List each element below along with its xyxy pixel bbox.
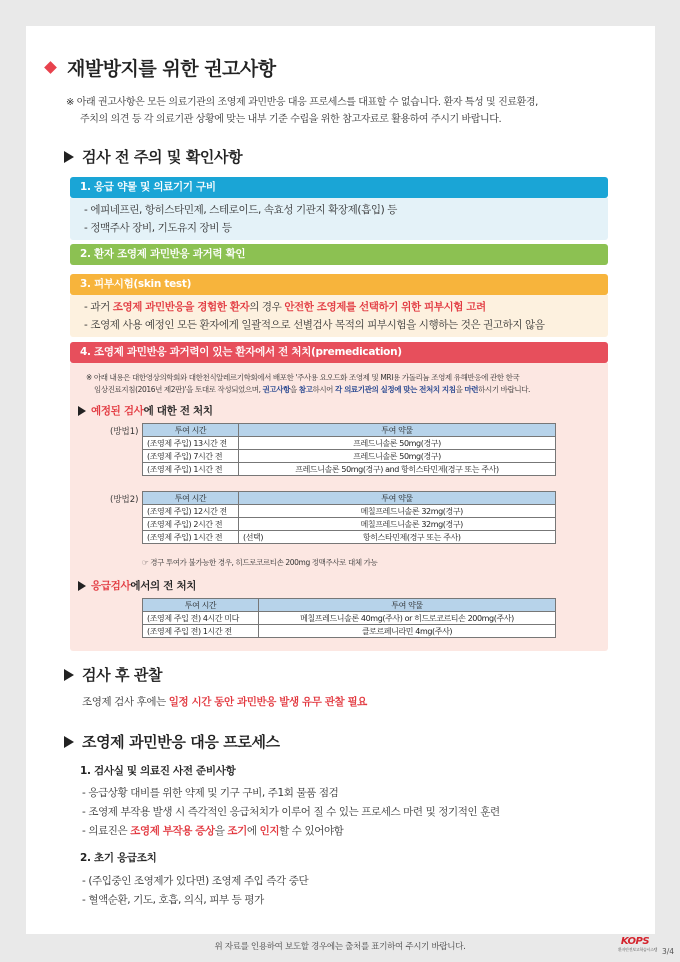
- table-header: 투여 시간: [143, 599, 259, 612]
- table-row: [143, 518, 556, 531]
- premed-note-a: ※ 아래 내용은 대한영상의학회와 대한천식알레르기학회에서 배포한 '주사용 요오드화 조영제 및 MRI용 가돌리늄 조영제 유해반응에 관한 한국: [86, 373, 520, 382]
- premed-note-e: 참고: [298, 385, 313, 394]
- skin-test-item-1-b: 조영제 과민반응을 경험한 환자: [112, 301, 250, 313]
- table-cell: (선택): [239, 531, 269, 544]
- footer-citation: 위 자료를 인용하여 보도할 경우에는 출처를 표기하여 주시기 바랍니다.: [214, 942, 466, 952]
- table-cell: 항히스타민제(경구 또는 주사): [269, 531, 556, 544]
- kops-logo: [618, 936, 658, 953]
- table-cell: 프레드니솔론 50mg(경구): [239, 450, 556, 463]
- intro-note: [66, 94, 641, 128]
- post-exam-text-a: 조영제 검사 후에는: [82, 696, 169, 708]
- intro-note-line1: ※ 아래 권고사항은 모든 의료기관의 조영제 과민반응 대응 프로세스를 대표할 수 없습니다. 환자 특성 및 진료환경,: [66, 97, 538, 108]
- post-exam-text-b: 일정 시간 동안 과민반응 발생 유무 관찰 필요: [168, 696, 367, 708]
- skin-test-item-1-d: 안전한 조영제를 선택하기 위한 피부시험 고려: [284, 301, 486, 313]
- table-header: 투여 약물: [239, 492, 556, 505]
- post-exam-text: [82, 694, 367, 709]
- table-cell: (조영제 주입) 12시간 전: [143, 505, 239, 518]
- page-title: 재발방지를 위한 권고사항: [67, 58, 276, 80]
- band-emergency-supplies: 1. 응급 약물 및 의료기기 구비: [70, 177, 608, 198]
- process-sub1-title: 1. 검사실 및 의료진 사전 준비사항: [80, 765, 236, 777]
- emergency-exam-red: 응급검사: [91, 580, 131, 592]
- premed-note-d: 을: [289, 385, 299, 394]
- table-cell: (조영제 주입) 13시간 전: [143, 437, 239, 450]
- process-sub2-item2: - 혈액순환, 기도, 호흡, 의식, 피부 등 평가: [82, 894, 264, 906]
- table-row: [143, 505, 556, 518]
- table-header-row: [143, 492, 556, 505]
- table-cell: [239, 518, 269, 531]
- process-sub1-item3: [82, 823, 343, 838]
- premed-note-i: 마련: [464, 385, 479, 394]
- skin-test-item-1: [84, 299, 486, 314]
- scheduled-exam-red: 예정된 검사: [91, 405, 144, 417]
- process-item3-g: 할 수 있어야함: [279, 825, 344, 837]
- method2-table: [142, 491, 556, 544]
- table-cell: 프레드니솔론 50mg(경구) and 항히스타민제(경구 또는 주사): [239, 463, 556, 476]
- premed-note-g: 각 의료기관의 실정에 맞는 전처치 지침: [335, 385, 456, 394]
- small-triangle-icon: [78, 406, 86, 416]
- page-number: 3/4: [662, 947, 675, 956]
- skin-test-item-1-c: 의 경우: [249, 301, 285, 313]
- premed-note-j: 하시기 바랍니다.: [478, 385, 531, 394]
- table-header-row: [143, 599, 556, 612]
- diamond-bullet-icon: [44, 61, 57, 74]
- band-skin-test: 3. 피부시험(skin test): [70, 274, 608, 295]
- process-sub1-item2: - 조영제 부작용 발생 시 즉각적인 응급처치가 이루어 질 수 있는 프로세스 마련 및 정기적인 훈련: [82, 806, 500, 818]
- table-cell: 프레드니솔론 50mg(경구): [239, 437, 556, 450]
- emergency-exam-rest: 에서의 전 처치: [130, 580, 197, 592]
- skin-test-item-2: - 조영제 사용 예정인 모든 환자에게 일괄적으로 선별검사 목적의 피부시험을 시행하는 것은 권고하지 않음: [84, 319, 545, 331]
- table-cell: (조영제 주입) 1시간 전: [143, 531, 239, 544]
- process-item3-e: 에: [246, 825, 260, 837]
- table-cell: (조영제 주입) 7시간 전: [143, 450, 239, 463]
- process-item3-f: 인지: [259, 825, 280, 837]
- table-row: [143, 612, 556, 625]
- method2-label: (방법2): [110, 495, 139, 505]
- process-sub2-item1: - (주입중인 조영제가 있다면) 조영제 주입 즉각 중단: [82, 875, 309, 887]
- table-cell: [239, 505, 269, 518]
- triangle-bullet-icon: [64, 669, 74, 681]
- section-pre-exam-heading: [64, 146, 242, 167]
- small-triangle-icon: [78, 581, 86, 591]
- premed-note-f: 하시어: [312, 385, 336, 394]
- table-header: 투여 약물: [239, 424, 556, 437]
- process-item3-b: 조영제 부작용 증상: [130, 825, 215, 837]
- triangle-bullet-icon: [64, 151, 74, 163]
- table-row: [143, 531, 556, 544]
- table-cell: 메칠프레드니솔론 40mg(주사) or 히드로코르티손 200mg(주사): [259, 612, 556, 625]
- table-cell: 메칠프레드니솔론 32mg(경구): [269, 505, 556, 518]
- table-header: 투여 시간: [143, 424, 239, 437]
- table-cell: 클로르페니라민 4mg(주사): [259, 625, 556, 638]
- premed-note-h: 을: [455, 385, 465, 394]
- table-cell: 메칠프레드니솔론 32mg(경구): [269, 518, 556, 531]
- process-sub1-item1: - 응급상황 대비를 위한 약제 및 기구 구비, 주1회 물품 점검: [82, 787, 339, 799]
- table-row: [143, 437, 556, 450]
- supplies-item-2: - 정맥주사 장비, 기도유지 장비 등: [84, 222, 232, 234]
- section-post-exam-heading: [64, 664, 162, 685]
- premedication-note: [86, 372, 606, 396]
- method2-note: ☞ 경구 투여가 불가능한 경우, 히드로코르티손 200mg 정맥주사로 대체 가능: [142, 558, 378, 567]
- kops-logo-mark: KOPS: [620, 936, 650, 947]
- method1-table: [142, 423, 556, 476]
- skin-test-item-1-a: - 과거: [84, 301, 113, 313]
- premed-note-c: 권고사항: [262, 385, 290, 394]
- title-row: [46, 54, 276, 81]
- intro-note-line2: 주치의 의견 등 각 의료기관 상황에 맞는 내부 기준 수립을 위한 참고자료로 활용하여 주시기 바랍니다.: [80, 114, 502, 125]
- process-item3-c: 을: [214, 825, 228, 837]
- method3-table: [142, 598, 556, 638]
- method1-label: (방법1): [110, 427, 139, 437]
- emergency-exam-heading: [78, 578, 196, 593]
- section-pre-exam-title: 검사 전 주의 및 확인사항: [82, 148, 243, 166]
- scheduled-exam-heading: [78, 403, 213, 418]
- table-header-row: [143, 424, 556, 437]
- triangle-bullet-icon: [64, 736, 74, 748]
- table-cell: (조영제 주입 전) 4시간 미다: [143, 612, 259, 625]
- kops-logo-subtitle: 환자안전보고학습시스템: [618, 947, 658, 952]
- table-row: [143, 450, 556, 463]
- table-cell: (조영제 주입) 1시간 전: [143, 463, 239, 476]
- section-process-heading: [64, 731, 280, 752]
- table-header: 투여 시간: [143, 492, 239, 505]
- process-sub2-title: 2. 초기 응급조치: [80, 852, 157, 864]
- section-post-exam-title: 검사 후 관찰: [82, 666, 163, 684]
- table-row: [143, 463, 556, 476]
- supplies-item-1: - 에피네프린, 항히스타민제, 스테로이드, 속효성 기관지 확장제(흡입) 등: [84, 204, 397, 216]
- process-item3-a: - 의료진은: [82, 825, 131, 837]
- premed-note-b: 임상진료지침(2016년 제2판)'을 토대로 작성되었으며,: [94, 385, 263, 394]
- section-process-title: 조영제 과민반응 대응 프로세스: [82, 733, 280, 751]
- band-history-check: 2. 환자 조영제 과민반응 과거력 확인: [70, 244, 608, 265]
- table-row: [143, 625, 556, 638]
- table-cell: (조영제 주입) 2시간 전: [143, 518, 239, 531]
- process-item3-d: 조기: [227, 825, 247, 837]
- table-header: 투여 약물: [259, 599, 556, 612]
- table-cell: (조영제 주입 전) 1시간 전: [143, 625, 259, 638]
- scheduled-exam-rest: 에 대한 전 처치: [143, 405, 213, 417]
- band-premedication: 4. 조영제 과민반응 과거력이 있는 환자에서 전 처치(premedication): [70, 342, 608, 363]
